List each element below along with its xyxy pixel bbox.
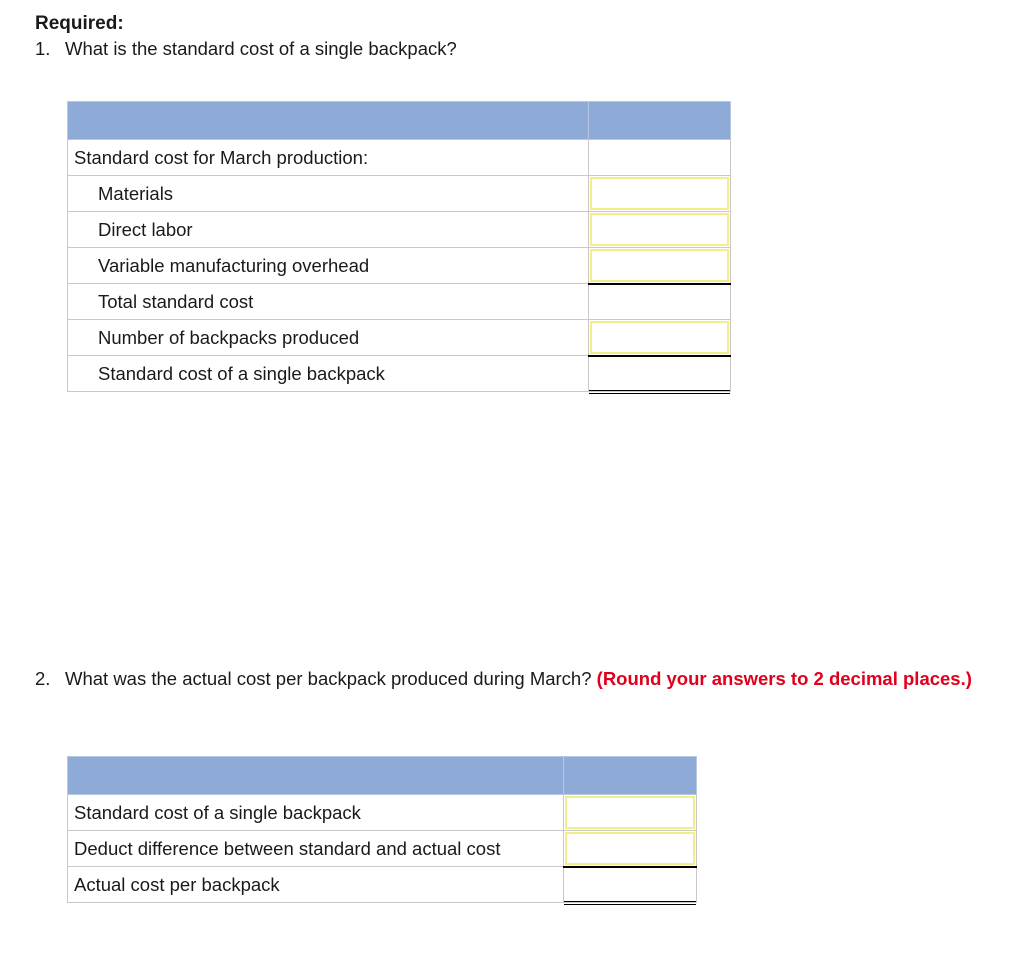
actual-cost-output: [565, 869, 695, 902]
required-heading: Required:: [35, 13, 124, 34]
variable-overhead-input-cell: [589, 248, 731, 284]
single-backpack-cost-output: [590, 358, 729, 391]
difference-input-cell: [564, 831, 697, 867]
standard-cost-input[interactable]: [565, 796, 695, 829]
direct-labor-input[interactable]: [590, 213, 729, 246]
row-label: Total standard cost: [68, 284, 589, 320]
row-label: Number of backpacks produced: [68, 320, 589, 356]
table-row: [68, 867, 697, 903]
header-label-cell: [68, 757, 564, 795]
direct-labor-input-cell: [589, 212, 731, 248]
table-row: [68, 320, 731, 356]
backpacks-produced-input-cell: [589, 320, 731, 356]
table-row: [68, 248, 731, 284]
table-row: [68, 176, 731, 212]
row-amount-empty: [589, 140, 731, 176]
question-2-text: What was the actual cost per backpack produced during March?: [65, 668, 592, 689]
materials-input-cell: [589, 176, 731, 212]
backpacks-produced-input[interactable]: [590, 321, 729, 354]
table-row: [68, 212, 731, 248]
difference-input[interactable]: [565, 832, 695, 865]
row-label: Actual cost per backpack: [68, 867, 564, 903]
question-1-number: 1.: [35, 38, 51, 59]
row-label: Materials: [68, 176, 589, 212]
total-standard-cost-cell: [589, 284, 731, 320]
question-2-number: 2.: [35, 668, 51, 689]
table-row: [68, 284, 731, 320]
question-1-text: What is the standard cost of a single backpack?: [65, 38, 457, 59]
row-label: Standard cost for March production:: [68, 140, 589, 176]
header-label-cell: [68, 102, 589, 140]
materials-input[interactable]: [590, 177, 729, 210]
header-amount-cell: [589, 102, 731, 140]
variable-overhead-input[interactable]: [590, 249, 729, 282]
row-label: Variable manufacturing overhead: [68, 248, 589, 284]
double-underline: [589, 390, 730, 394]
standard-cost-table: [67, 101, 731, 392]
question-1: [35, 37, 457, 61]
total-standard-cost-output: [590, 286, 729, 319]
double-underline: [564, 901, 696, 905]
row-label: Standard cost of a single backpack: [68, 356, 589, 392]
row-label: Standard cost of a single backpack: [68, 795, 564, 831]
rounding-note: (Round your answers to 2 decimal places.): [596, 668, 972, 689]
table-row: [68, 356, 731, 392]
header-amount-cell: [564, 757, 697, 795]
table-header-row: [68, 102, 731, 140]
table-row: [68, 795, 697, 831]
row-label: Deduct difference between standard and actual cost: [68, 831, 564, 867]
table-row: [68, 140, 731, 176]
question-2: [35, 667, 1005, 691]
single-backpack-cost-cell: [589, 356, 731, 392]
actual-cost-table: [67, 756, 697, 903]
standard-cost-input-cell: [564, 795, 697, 831]
table-header-row: [68, 757, 697, 795]
row-label: Direct labor: [68, 212, 589, 248]
actual-cost-cell: [564, 867, 697, 903]
table-row: [68, 831, 697, 867]
